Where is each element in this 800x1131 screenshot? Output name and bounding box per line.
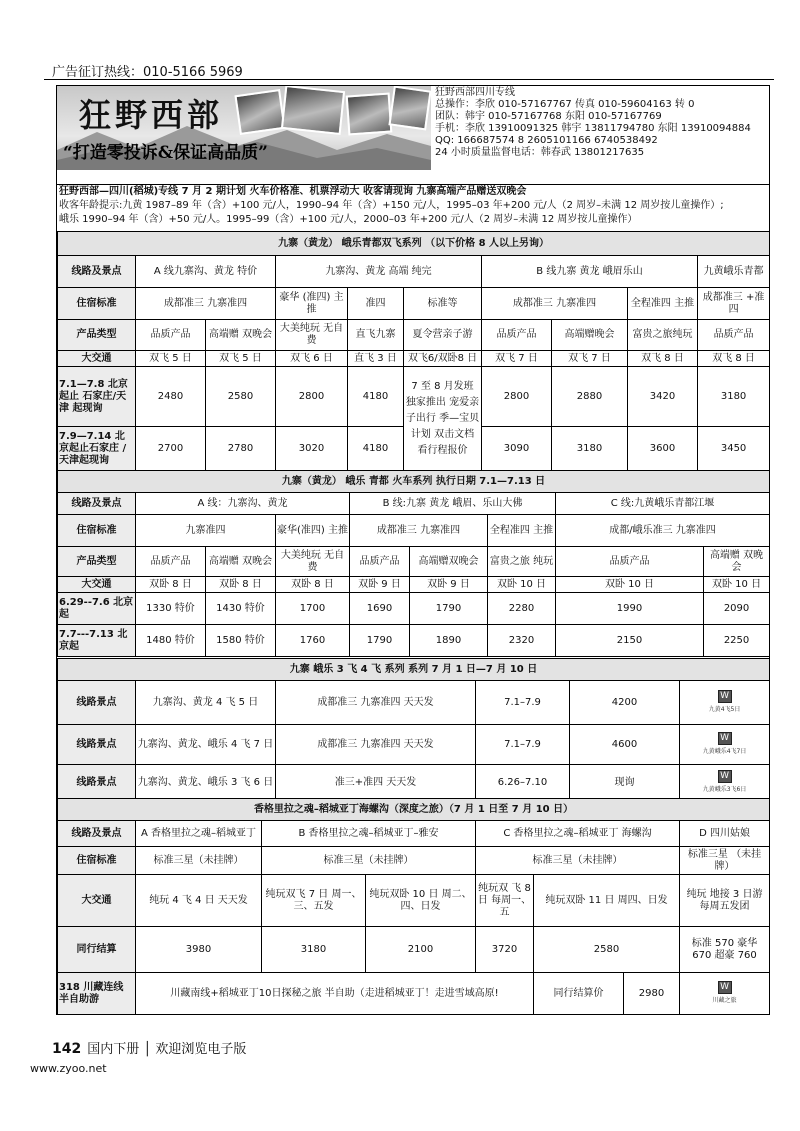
price-cell: 2800	[482, 367, 552, 427]
price-cell: 2780	[206, 427, 276, 471]
row-label: 线路景点	[58, 765, 136, 801]
price-cell: 1330 特价	[136, 593, 206, 625]
price-cell: 2250	[704, 625, 770, 657]
cell: 成都准三 九寨准四	[482, 288, 628, 320]
cell: 双卧 8 日	[206, 577, 276, 593]
row-label: 住宿标准	[58, 847, 136, 875]
cell: A 线：九寨沟、黄龙	[136, 493, 350, 515]
price-cell: 2150	[556, 625, 704, 657]
cell: 品质产品	[136, 320, 206, 351]
cell: 双飞6/双卧8 日	[404, 351, 482, 367]
word-doc-icon: W	[718, 732, 732, 745]
cell: 全程准四 主推	[488, 515, 556, 547]
cell: 成都准三 九寨准四 天天发	[276, 681, 476, 725]
cell: 纯玩 4 飞 4 日 天天发	[136, 875, 262, 927]
row-label: 大交通	[58, 351, 136, 367]
cell: 九寨沟、黄龙、峨乐 3 飞 6 日	[136, 765, 276, 801]
contact-line: 总操作：李欣 010-57167767 传真 010-59604163 转 0	[435, 99, 695, 110]
price-cell: 4180	[348, 427, 404, 471]
price-cell: 2280	[488, 593, 556, 625]
price-cell: 现询	[570, 765, 680, 801]
row-label: 线路景点	[58, 725, 136, 765]
price-cell: 2800	[276, 367, 348, 427]
intro-line: 峨乐 1990–94 年（含）+50 元/人。1995–99（含）+100 元/人，2000–03 年+200 元/人（2 周岁–未满 12 周岁按儿童操作）	[59, 214, 638, 225]
price-cell: 2580	[206, 367, 276, 427]
banner-photo	[346, 93, 393, 136]
contact-line: QQ: 166687574 8 2605101166 6740538492	[435, 135, 658, 146]
contact-block	[433, 86, 769, 170]
row-label: 7.1—7.8 北京起止 石家庄/天津 起现询	[58, 367, 136, 427]
intro-line: 狂野西部—四川(稻城)专线 7 月 2 期计划 火车价格准、机票浮动大 收客请现询 九寨高端产品赠送双晚会	[59, 186, 527, 197]
cell: 直飞 3 日	[348, 351, 404, 367]
price-cell: 1760	[276, 625, 350, 657]
cell: 双卧 8 日	[136, 577, 206, 593]
doc-caption: 九黄峨乐3飞6日	[702, 785, 747, 793]
cell: 双飞 8 日	[628, 351, 698, 367]
cell: 大美纯玩 无自费	[276, 320, 348, 351]
price-cell: 1990	[556, 593, 704, 625]
price-cell: 1690	[350, 593, 410, 625]
row-label: 318 川藏连线 半自助游	[58, 973, 136, 1015]
cell: 夏令营亲子游	[404, 320, 482, 351]
cell: 双飞 6 日	[276, 351, 348, 367]
cell: 高端赠晚会	[552, 320, 628, 351]
cell: 豪华 (准四) 主推	[276, 288, 348, 320]
cell: 6.26–7.10	[476, 765, 570, 801]
row-label: 7.9—7.14 北京起止石家庄 /天津起现询	[58, 427, 136, 471]
cell: 纯玩双卧 11 日 周四、日发	[534, 875, 680, 927]
cell: 九寨准四	[136, 515, 276, 547]
row-label: 大交通	[58, 577, 136, 593]
cell: 品质产品	[136, 547, 206, 577]
cell: 纯玩双飞 7 日 周一、三、五发	[262, 875, 366, 927]
cell: C 线:九黄峨乐青都江堰	[556, 493, 770, 515]
word-doc-icon: W	[718, 770, 732, 783]
ad-hotline: 广告征订热线：010-5166 5969	[52, 65, 243, 80]
content-frame	[56, 85, 770, 1015]
price-cell: 2980	[624, 973, 680, 1015]
cell: 九黄峨乐青都	[698, 256, 770, 288]
price-cell: 3180	[262, 927, 366, 973]
table-shangri-la	[57, 798, 770, 1015]
cell: 双卧 10 日	[704, 577, 770, 593]
cell: 双飞 8 日	[698, 351, 770, 367]
price-cell: 2100	[366, 927, 476, 973]
table-flight-series	[57, 231, 770, 471]
cell: 九寨沟、黄龙 高端 纯完	[276, 256, 482, 288]
price-cell: 1580 特价	[206, 625, 276, 657]
cell: 九寨沟、黄龙 4 飞 5 日	[136, 681, 276, 725]
price-cell: 3180	[698, 367, 770, 427]
cell: 双卧 10 日	[556, 577, 704, 593]
cell: 高端赠 双晚会	[206, 320, 276, 351]
price-cell: 3450	[698, 427, 770, 471]
table-title: 香格里拉之魂–稻城亚丁海螺沟（深度之旅）（7 月 1 日至 7 月 10 日）	[58, 799, 770, 821]
banner-photo	[234, 89, 285, 135]
cell: 准四	[348, 288, 404, 320]
brand-title: 狂野西部	[79, 96, 224, 134]
row-label: 6.29--7.6 北京起	[58, 593, 136, 625]
cell: 成都准三 +准四	[698, 288, 770, 320]
footer-text: 国内下册 │ 欢迎浏览电子版	[87, 1042, 247, 1057]
contact-line: 24 小时质量监督电话：韩春武 13801217635	[435, 147, 645, 158]
word-doc-icon: W	[718, 981, 732, 994]
page-footer	[52, 1038, 246, 1057]
doc-caption: 九黄峨乐4飞7日	[702, 747, 747, 755]
price-cell: 2580	[534, 927, 680, 973]
cell: 双卧 9 日	[410, 577, 488, 593]
cell: 直飞九寨	[348, 320, 404, 351]
cell: 纯玩 地接 3 日游 每周五发团	[680, 875, 770, 927]
cell: 标准等	[404, 288, 482, 320]
table-train-series	[57, 470, 770, 657]
banner-photo	[281, 86, 345, 135]
cell: 同行结算价	[534, 973, 624, 1015]
price-cell: 2880	[552, 367, 628, 427]
price-cell: 2090	[704, 593, 770, 625]
cell: 品质产品	[556, 547, 704, 577]
cell: 成都/峨乐准三 九寨准四	[556, 515, 770, 547]
cell: 标准三星 （未挂牌）	[680, 847, 770, 875]
row-label: 住宿标准	[58, 288, 136, 320]
doc-link[interactable]	[680, 725, 770, 765]
price-cell: 标准 570 豪华 670 超豪 760	[680, 927, 770, 973]
row-label: 住宿标准	[58, 515, 136, 547]
cell: 成都准三 九寨准四	[350, 515, 488, 547]
price-cell: 1430 特价	[206, 593, 276, 625]
price-cell: 4180	[348, 367, 404, 427]
row-label: 产品类型	[58, 547, 136, 577]
row-label: 7.7---7.13 北京起	[58, 625, 136, 657]
contact-line: 手机：李欣 13910091325 韩宇 13811794780 东阳 13910094884	[435, 123, 751, 134]
price-cell: 4200	[570, 681, 680, 725]
contact-line: 狂野西部四川专线	[435, 87, 515, 98]
page-number: 142	[52, 1041, 82, 1057]
cell: 7.1–7.9	[476, 725, 570, 765]
price-cell: 1700	[276, 593, 350, 625]
cell: 全程准四 主推	[628, 288, 698, 320]
cell: 双卧 8 日	[276, 577, 350, 593]
brand-slogan: “打造零投诉&保证高品质”	[63, 143, 268, 163]
row-label: 线路及景点	[58, 821, 136, 847]
price-cell: 3090	[482, 427, 552, 471]
banner-photo	[388, 86, 431, 130]
price-cell: 4600	[570, 725, 680, 765]
price-cell: 2700	[136, 427, 206, 471]
cell: 高端赠 双晚会	[206, 547, 276, 577]
cell: 品质产品	[350, 547, 410, 577]
cell: 高端赠双晚会	[410, 547, 488, 577]
row-label: 大交通	[58, 875, 136, 927]
doc-link[interactable]	[680, 681, 770, 725]
intro-line: 收客年龄提示:九黄 1987–89 年（含）+100 元/人，1990–94 年（含）+150 元/人，1995–03 年+200 元/人（2 周岁–未满 12 周岁按儿童操作）;	[59, 200, 724, 211]
brand-banner	[57, 86, 431, 170]
cell: C 香格里拉之魂–稻城亚丁 海螺沟	[476, 821, 680, 847]
cell: 7.1–7.9	[476, 681, 570, 725]
price-cell: 1890	[410, 625, 488, 657]
cell: B 香格里拉之魂–稻城亚丁–雅安	[262, 821, 476, 847]
cell: 双飞 5 日	[206, 351, 276, 367]
price-cell: 3020	[276, 427, 348, 471]
cell: 纯玩双卧 10 日 周二、四、日发	[366, 875, 476, 927]
row-label: 产品类型	[58, 320, 136, 351]
doc-link[interactable]	[680, 765, 770, 801]
price-cell: 1790	[410, 593, 488, 625]
header-rule	[44, 79, 774, 80]
intro-notes	[57, 184, 769, 227]
cell: 品质产品	[698, 320, 770, 351]
row-label: 线路景点	[58, 681, 136, 725]
price-cell: 3600	[628, 427, 698, 471]
price-cell: 3980	[136, 927, 262, 973]
doc-link[interactable]	[680, 973, 770, 1015]
cell: 成都准三 九寨准四	[136, 288, 276, 320]
cell: 双飞 7 日	[552, 351, 628, 367]
row-label: 线路及景点	[58, 256, 136, 288]
cell: 标准三星（未挂牌）	[136, 847, 262, 875]
cell: 富贵之旅纯玩	[628, 320, 698, 351]
row-label: 线路及景点	[58, 493, 136, 515]
cell: 川藏南线+稻城亚丁10日探秘之旅 半自助（走进稻城亚丁！走进雪域高原!	[136, 973, 534, 1015]
doc-caption: 川藏之旅	[712, 996, 737, 1004]
doc-caption: 九黄4飞5日	[708, 705, 741, 713]
cell: D 四川姑娘	[680, 821, 770, 847]
cell: 成都准三 九寨准四 天天发	[276, 725, 476, 765]
cell: 双飞 5 日	[136, 351, 206, 367]
word-doc-icon: W	[718, 690, 732, 703]
cell: 双卧 9 日	[350, 577, 410, 593]
price-cell: 1790	[350, 625, 410, 657]
price-cell: 2320	[488, 625, 556, 657]
price-cell: 2480	[136, 367, 206, 427]
table-3fly-4fly	[57, 658, 770, 801]
row-label: 同行结算	[58, 927, 136, 973]
cell: B 线:九寨 黄龙 峨眉、乐山大佛	[350, 493, 556, 515]
cell: 纯玩双 飞 8 日 每周一、五	[476, 875, 534, 927]
summer-camp-note: 7 至 8 月发班 独家推出 宠爱亲子出行 季—宝贝计划 双击文档 看行程报价	[404, 367, 482, 471]
cell: 标准三星（未挂牌）	[476, 847, 680, 875]
cell: 双卧 10 日	[488, 577, 556, 593]
price-cell: 3180	[552, 427, 628, 471]
table-title: 九寨（黄龙） 峨乐 青都 火车系列 执行日期 7.1—7.13 日	[58, 471, 770, 493]
cell: 双飞 7 日	[482, 351, 552, 367]
price-cell: 1480 特价	[136, 625, 206, 657]
cell: 标准三星（未挂牌）	[262, 847, 476, 875]
cell: 九寨沟、黄龙、峨乐 4 飞 7 日	[136, 725, 276, 765]
table-title: 九寨 峨乐 3 飞 4 飞 系列 系列 7 月 1 日—7 月 10 日	[58, 659, 770, 681]
site-url[interactable]: www.zyoo.net	[30, 1062, 107, 1075]
cell: 富贵之旅 纯玩	[488, 547, 556, 577]
cell: 高端赠 双晚会	[704, 547, 770, 577]
cell: 品质产品	[482, 320, 552, 351]
price-cell: 3420	[628, 367, 698, 427]
cell: B 线九寨 黄龙 峨眉乐山	[482, 256, 698, 288]
cell: 大美纯玩 无自费	[276, 547, 350, 577]
cell: 豪华(准四) 主推	[276, 515, 350, 547]
contact-line: 团队：韩宇 010-57167768 东阳 010-57167769	[435, 111, 662, 122]
cell: 准三+准四 天天发	[276, 765, 476, 801]
cell: A 线九寨沟、黄龙 特价	[136, 256, 276, 288]
table-title: 九寨（黄龙） 峨乐青都双飞系列 （以下价格 8 人以上另询）	[58, 232, 770, 256]
cell: A 香格里拉之魂–稻城亚丁	[136, 821, 262, 847]
price-cell: 3720	[476, 927, 534, 973]
